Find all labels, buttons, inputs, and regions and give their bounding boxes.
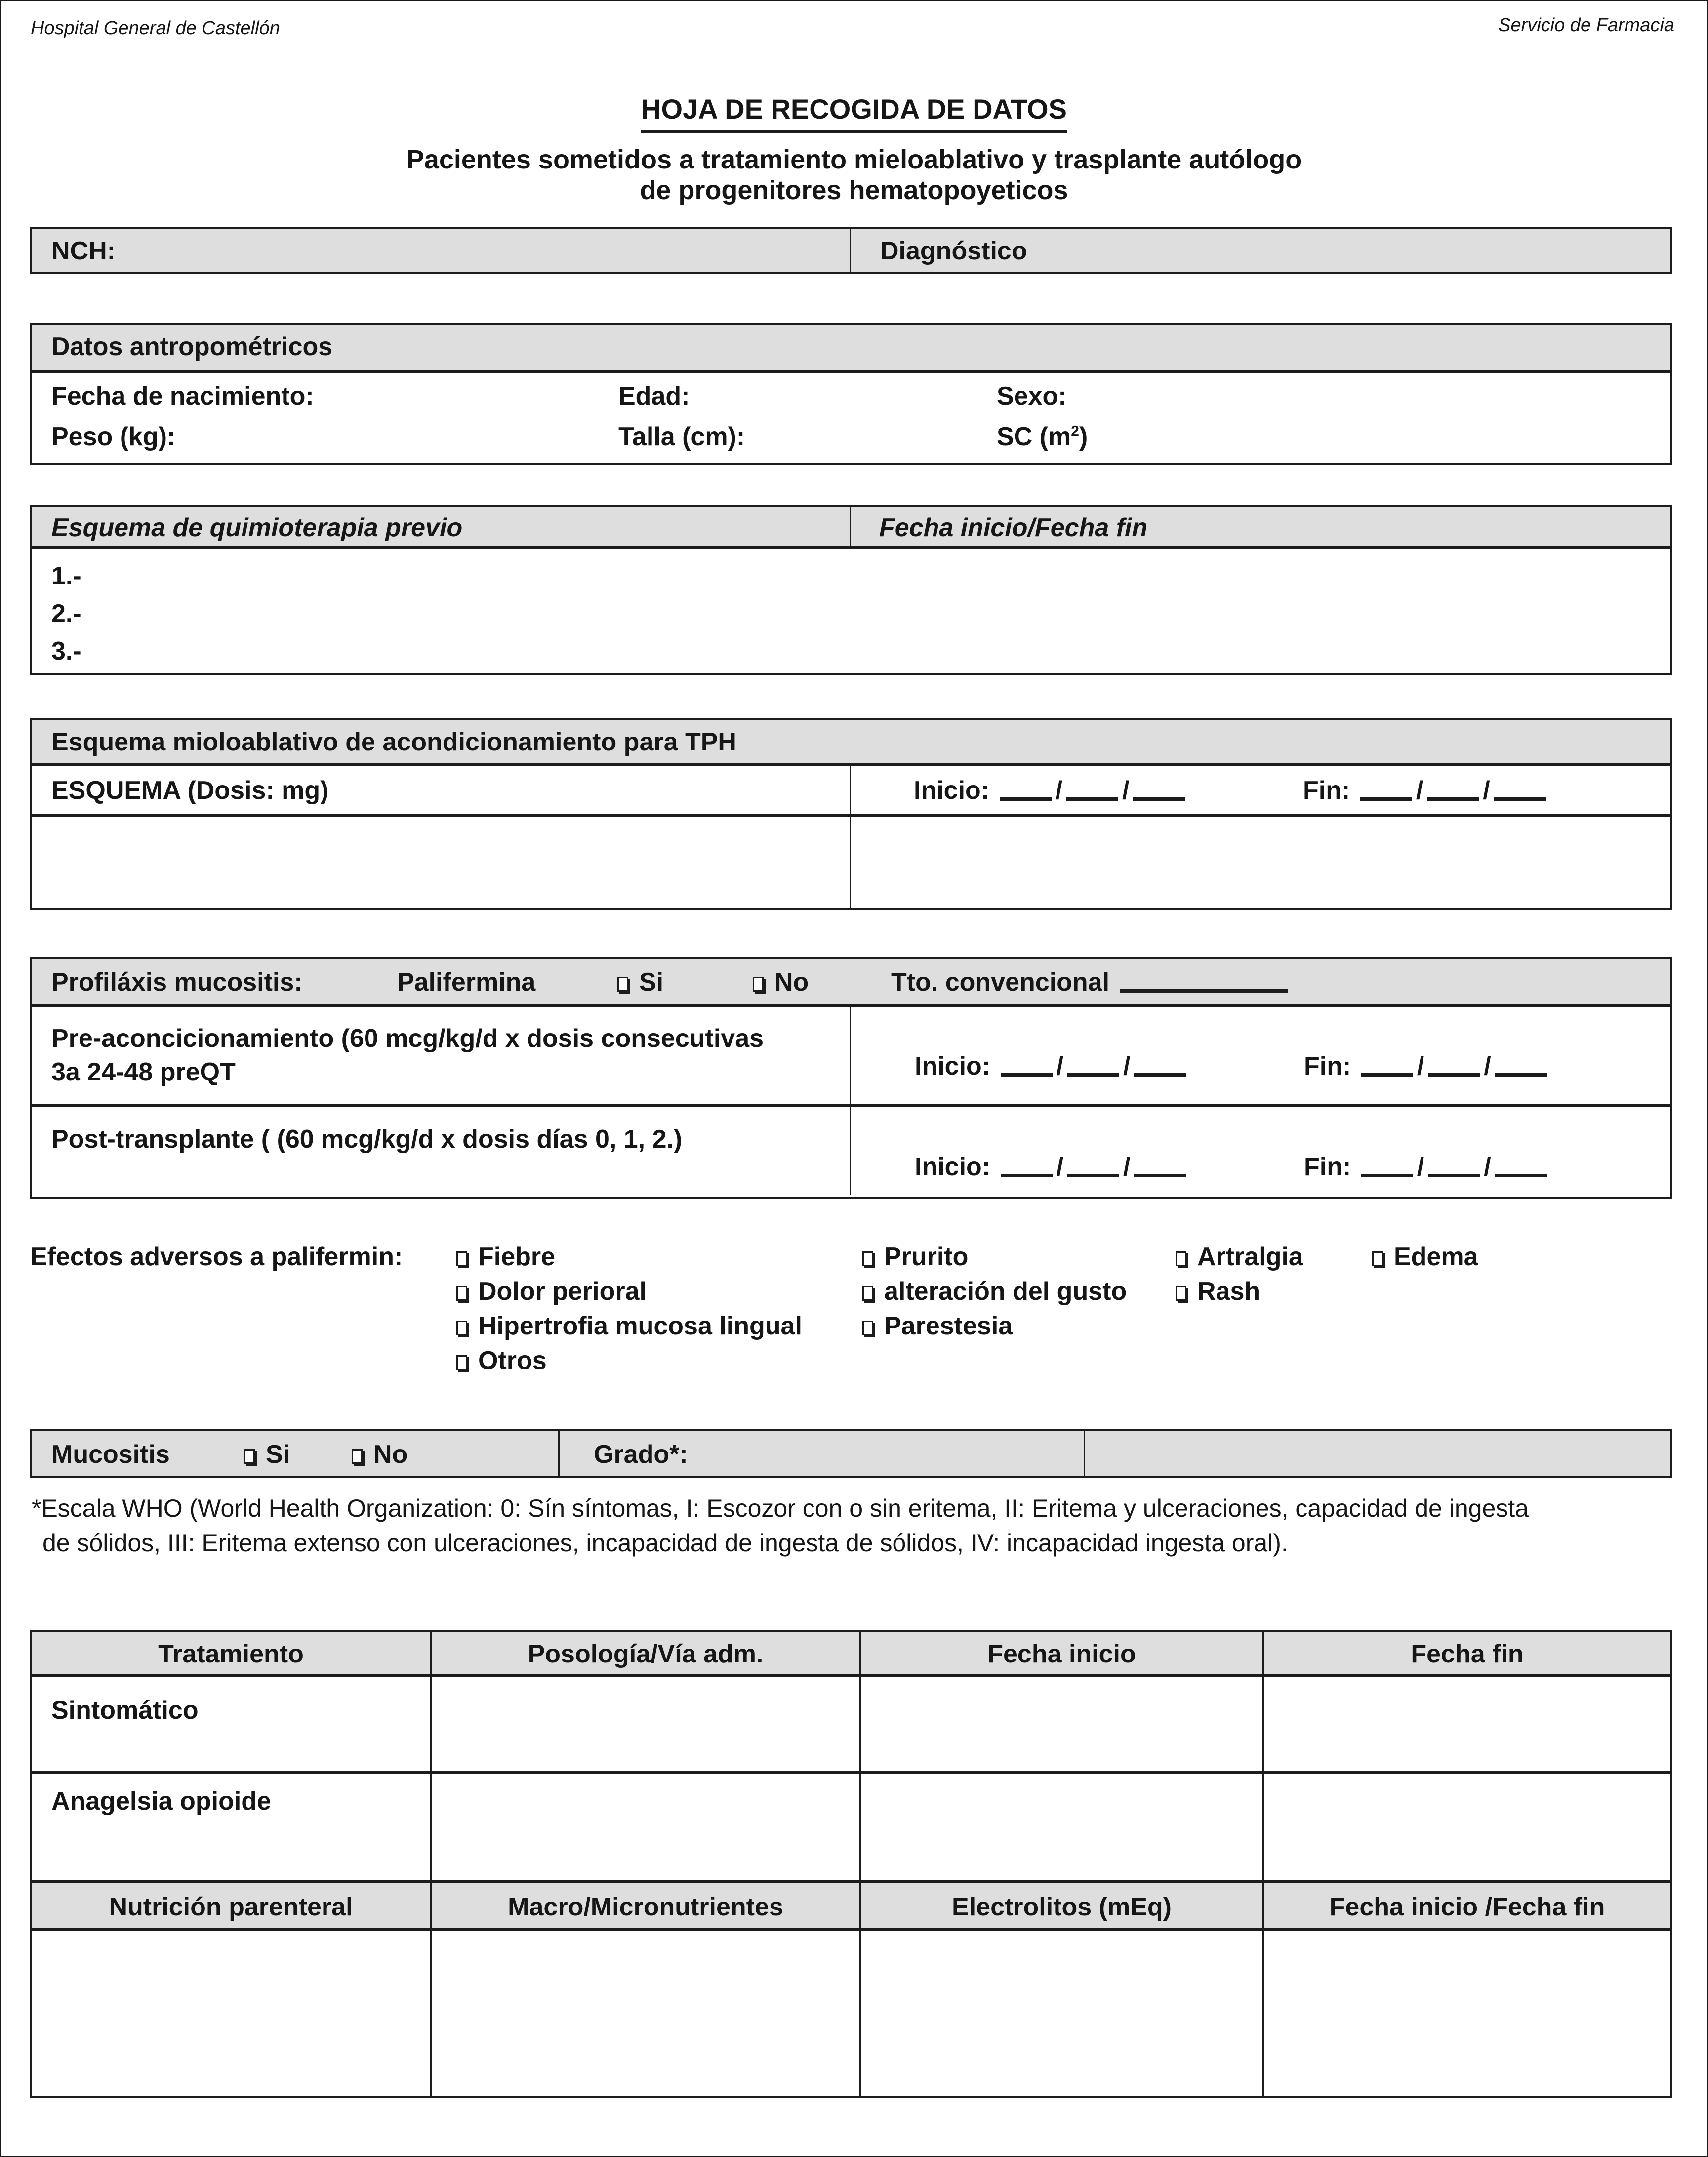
checkbox-label: No [373,1440,408,1469]
prior-chemo-item-3[interactable]: 3.- [51,637,81,665]
divider [30,1004,1672,1007]
grade-input[interactable] [1086,1432,1669,1476]
divider [30,1104,1672,1107]
prior-chemo-item-2[interactable]: 2.- [51,599,81,628]
pre-conditioning-end-date[interactable] [1304,1053,1550,1079]
checkbox-label: Parestesia [884,1312,1013,1340]
month-blank[interactable] [1067,1174,1119,1177]
pre-conditioning-label-line1: Pre-aconcicionamiento (60 mcg/kg/d x dosis consecutivas [51,1024,764,1053]
year-blank[interactable] [1495,1073,1547,1077]
checkbox-label: Artralgia [1197,1243,1303,1271]
checkbox-icon [862,1251,873,1266]
date-separator: / [1416,776,1423,805]
date-separator: / [1123,1052,1131,1080]
checkbox-icon [456,1286,467,1301]
adverse-dolor-perioral-checkbox[interactable] [456,1279,647,1304]
day-blank[interactable] [1360,797,1412,801]
adverse-parestesia-checkbox[interactable] [862,1313,1013,1339]
year-blank[interactable] [1134,1073,1186,1077]
diagnosis-field[interactable]: Diagnóstico [880,237,1027,265]
date-separator: / [1123,1153,1131,1181]
divider [1084,1430,1085,1477]
divider [30,546,1672,549]
conditioning-title: Esquema mioloablativo de acondicionamiento para TPH [51,728,736,756]
identification-box [30,227,1672,274]
year-blank[interactable] [1134,1174,1186,1177]
checkbox-label: alteración del gusto [884,1277,1127,1306]
mucositis-label: Mucositis [51,1440,170,1469]
col-header-macro-micronutrientes: Macro/Micronutrientes [508,1893,783,1921]
conventional-blank[interactable] [1120,989,1288,993]
department-name: Servicio de Farmacia [1498,15,1674,36]
day-blank[interactable] [1001,1073,1053,1077]
checkbox-icon [753,977,764,992]
adverse-prurito-checkbox[interactable] [862,1244,968,1270]
checkbox-icon [456,1251,467,1266]
adverse-artralgia-checkbox[interactable] [1176,1244,1303,1270]
day-blank[interactable] [1361,1174,1413,1177]
bsa-field[interactable] [997,424,1088,450]
checkbox-icon [862,1321,873,1335]
analgesia-fecha-fin-cell[interactable] [1264,1774,1670,1880]
conditioning-start-date[interactable] [914,778,1188,803]
palifermin-no-checkbox[interactable] [753,969,809,995]
checkbox-label: No [774,968,809,996]
sintomatico-posologia-cell[interactable] [432,1677,859,1771]
prior-chemo-item-1[interactable]: 1.- [51,562,81,590]
checkbox-label: Edema [1394,1243,1478,1271]
date-separator: / [1417,1153,1424,1181]
divider [850,507,851,547]
adverse-hipertrofia-checkbox[interactable] [456,1313,802,1339]
month-blank[interactable] [1427,797,1479,801]
analgesia-fecha-inicio-cell[interactable] [861,1774,1262,1880]
checkbox-label: Fiebre [478,1243,556,1271]
date-separator: / [1483,776,1490,805]
checkbox-label: Si [639,968,664,996]
adverse-otros-checkbox[interactable] [456,1348,547,1373]
day-blank[interactable] [1361,1073,1413,1077]
bsa-label: SC (m [997,422,1071,451]
day-blank[interactable] [1001,1174,1053,1177]
adverse-effects-label: Efectos adversos a palifermin: [30,1243,403,1271]
prophylaxis-title: Profiláxis mucositis: [51,968,303,996]
analgesia-posologia-cell[interactable] [432,1774,859,1880]
form-title: HOJA DE RECOGIDA DE DATOS [641,93,1067,133]
row-label-analgesia-opioide: Anagelsia opioide [51,1787,271,1816]
post-transplant-label: Post-transplante ( (60 mcg/kg/d x dosis días 0, 1, 2.) [51,1125,683,1154]
mucositis-yes-checkbox[interactable] [244,1442,290,1467]
col-header-nutricion-parenteral: Nutrición parenteral [109,1893,353,1921]
divider [850,1006,851,1195]
sex-field[interactable]: Sexo: [997,382,1067,411]
adverse-edema-checkbox[interactable] [1372,1244,1478,1270]
prior-chemo-title: Esquema de quimioterapia previo [51,513,463,542]
grade-label: Grado*: [594,1440,688,1469]
checkbox-label: Prurito [884,1243,969,1271]
prior-chemo-dates-label: Fecha inicio/Fecha fin [879,513,1148,542]
mucositis-no-checkbox[interactable] [352,1442,407,1467]
age-field[interactable]: Edad: [618,382,690,411]
pre-conditioning-start-date[interactable] [915,1053,1189,1079]
macro-micronutrientes-cell[interactable] [432,1931,859,2096]
conditioning-end-date[interactable] [1303,778,1549,803]
date-separator: / [1484,1153,1491,1181]
who-scale-footnote-line1: *Escala WHO (World Health Organization: 0: Sín síntomas, I: Escozor con o sin eritema, II: Eritema y ulceraciones, capacidad de ingesta [32,1494,1529,1522]
month-blank[interactable] [1067,1073,1119,1077]
birth-date-field[interactable]: Fecha de nacimiento: [51,382,314,411]
weight-field[interactable]: Peso (kg): [51,422,176,451]
end-label: Fin: [1304,1153,1351,1181]
checkbox-icon [1176,1286,1186,1301]
col-header-posologia: Posología/Vía adm. [528,1640,764,1668]
col-header-tratamiento: Tratamiento [158,1640,304,1668]
checkbox-icon [1176,1251,1186,1266]
month-blank[interactable] [1428,1073,1480,1077]
palifermin-label: Palifermina [397,968,536,996]
checkbox-icon [862,1286,873,1301]
form-subtitle-line2: de progenitores hematopoyeticos [640,175,1068,205]
checkbox-icon [456,1321,467,1335]
checkbox-label: Rash [1197,1277,1261,1306]
row-label-sintomatico: Sintomático [51,1696,199,1725]
sintomatico-fecha-inicio-cell[interactable] [861,1677,1262,1771]
col-header-fecha-fin: Fecha fin [1411,1640,1524,1668]
month-blank[interactable] [1066,797,1118,801]
checkbox-label: Hipertrofia mucosa lingual [478,1312,802,1340]
month-blank[interactable] [1428,1174,1480,1177]
end-label: Fin: [1304,1052,1351,1080]
col-header-electrolitos: Electrolitos (mEq) [952,1893,1172,1921]
col-header-fecha-inicio-fin: Fecha inicio /Fecha fin [1329,1893,1605,1921]
checkbox-label: Si [266,1440,290,1469]
date-separator: / [1056,1052,1064,1080]
nutricion-fechas-cell[interactable] [1264,1931,1670,2096]
divider [850,228,851,273]
divider [558,1430,560,1477]
col-header-fecha-inicio: Fecha inicio [987,1640,1136,1668]
scheme-label: ESQUEMA (Dosis: mg) [51,776,329,805]
nch-field[interactable]: NCH: [51,237,116,265]
post-transplant-start-date[interactable] [915,1154,1189,1180]
checkbox-icon [1372,1251,1383,1266]
bsa-superscript: 2 [1071,423,1079,440]
divider [30,763,1672,766]
checkbox-label: Dolor perioral [478,1277,647,1306]
checkbox-icon [617,977,628,992]
date-separator: / [1417,1052,1424,1080]
year-blank[interactable] [1133,797,1185,801]
sintomatico-fecha-fin-cell[interactable] [1264,1677,1670,1771]
start-label: Inicio: [915,1052,991,1080]
adverse-fiebre-checkbox[interactable] [456,1244,555,1270]
electrolitos-cell[interactable] [861,1931,1262,2096]
start-label: Inicio: [915,1153,991,1181]
bsa-close: ) [1079,422,1088,451]
date-separator: / [1484,1052,1491,1080]
post-transplant-end-date[interactable] [1304,1154,1550,1180]
conditioning-dates-area[interactable] [853,817,1669,907]
divider [30,370,1672,373]
year-blank[interactable] [1495,1174,1547,1177]
pre-conditioning-label-line2: 3a 24-48 preQT [51,1058,236,1086]
divider [850,765,851,909]
date-separator: / [1056,1153,1064,1181]
scheme-input-area[interactable] [33,817,848,907]
height-field[interactable]: Talla (cm): [618,422,745,451]
nutricion-cell[interactable] [32,1931,430,2096]
checkbox-icon [456,1355,467,1370]
form-subtitle-line1: Pacientes sometidos a tratamiento mieloablativo y trasplante autólogo [406,145,1302,174]
end-label: Fin: [1303,776,1350,805]
hospital-name: Hospital General de Castellón [31,18,280,39]
year-blank[interactable] [1494,797,1546,801]
date-separator: / [1122,776,1130,805]
divider [30,1880,1672,1883]
checkbox-icon [244,1449,255,1464]
conventional-treatment-field[interactable] [891,969,1291,995]
who-scale-footnote-line2: de sólidos, III: Eritema extenso con ulceraciones, incapacidad de ingesta de sólidos, IV: incapacidad ingesta oral). [42,1529,1288,1557]
conventional-label: Tto. convencional [891,968,1110,996]
adverse-alteracion-gusto-checkbox[interactable] [862,1279,1127,1304]
date-separator: / [1055,776,1063,805]
palifermin-yes-checkbox[interactable] [617,969,663,995]
day-blank[interactable] [1000,797,1052,801]
start-label: Inicio: [914,776,990,805]
anthropometric-title: Datos antropométricos [51,332,333,361]
checkbox-icon [352,1449,363,1464]
adverse-rash-checkbox[interactable] [1176,1279,1260,1304]
checkbox-label: Otros [478,1346,547,1375]
